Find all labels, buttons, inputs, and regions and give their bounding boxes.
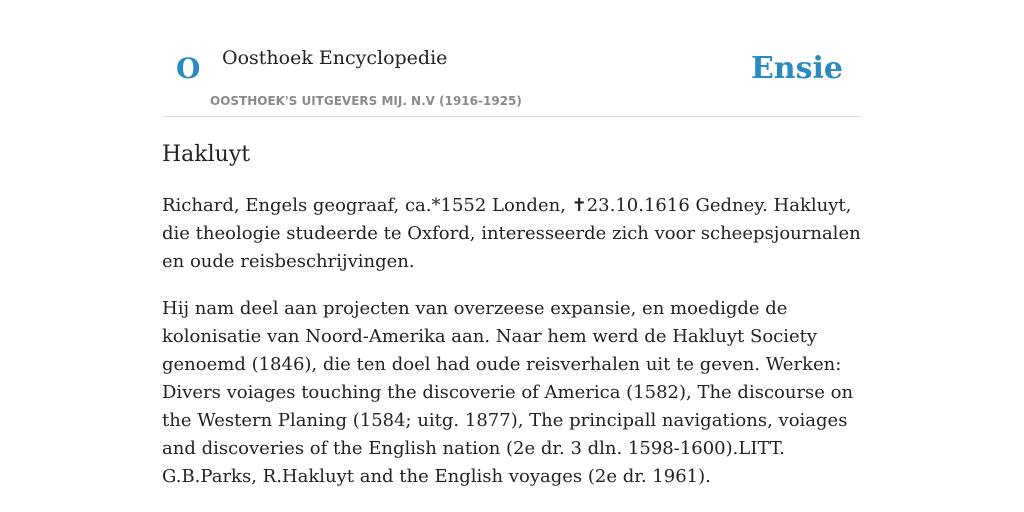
source-header <box>162 0 862 117</box>
article-paragraph: Richard, Engels geograaf, ca.*1552 Londen, ✝23.10.1616 Gedney. Hakluyt, die theologie studeerde te Oxford, interesseerde zich voor scheepsjournalen en oude reisbeschrijvingen. <box>162 195 861 272</box>
article-body <box>162 192 864 510</box>
source-title-link[interactable]: Oosthoek Encyclopedie <box>222 47 448 69</box>
brand-logo-link[interactable]: Ensie <box>750 51 843 86</box>
article-headword: Hakluyt <box>162 142 251 167</box>
source-subtitle: OOSTHOEK'S UITGEVERS MIJ. N.V (1916-1925) <box>210 94 522 108</box>
article-paragraph: Hij nam deel aan projecten van overzeese expansie, en moedigde de kolonisatie van Noord-Amerika aan. Naar hem werd de Hakluyt Society genoemd (1846), die ten doel had oude reisverhalen uit te geven. Werken: Divers voiages touching the discoverie of America (1582), The discourse on the Western Planing (1584; uitg. 1877), The principall navigations, voiages and discoveries of the English nation (2e dr. 3 dln. 1598-1600).LITT. G.B.Parks, R.Hakluyt and the English voyages (2e dr. 1961). <box>162 298 854 487</box>
source-logo[interactable]: O <box>176 52 201 85</box>
